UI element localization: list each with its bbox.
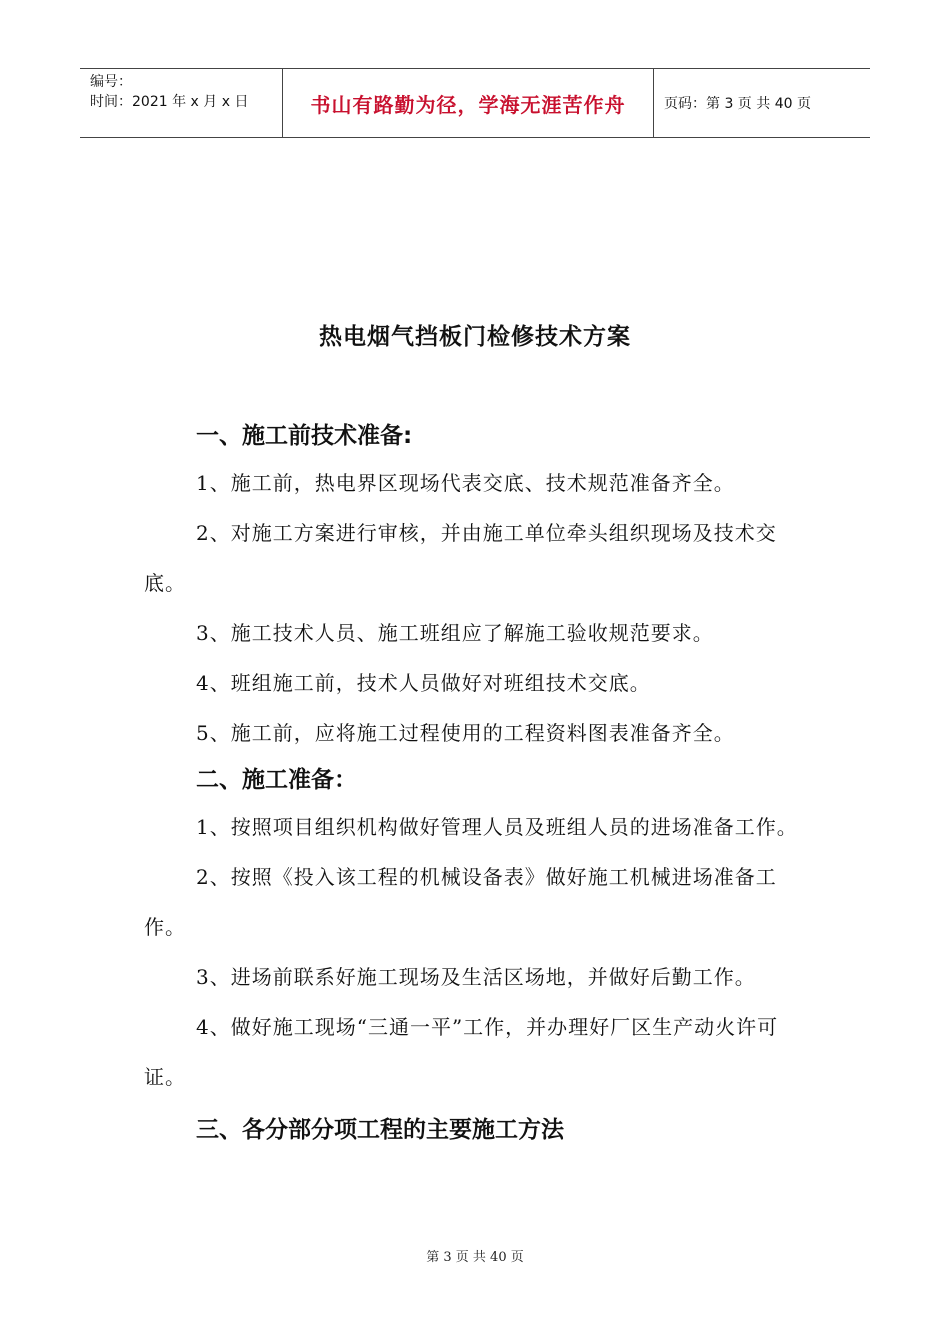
header-motto: 书山有路勤为径，学海无涯苦作舟 (310, 92, 626, 117)
document-title: 热电烟气挡板门检修技术方案 (319, 323, 631, 350)
paragraph: 3、进场前联系好施工现场及生活区场地，并做好后勤工作。 (196, 965, 756, 989)
paragraph: 2、对施工方案进行审核，并由施工单位牵头组织现场及技术交底。 (144, 521, 777, 595)
paragraph: 1、施工前，热电界区现场代表交底、技术规范准备齐全。 (196, 471, 735, 495)
page-footer: 第 3 页 共 40 页 (426, 1250, 524, 1265)
document-date: 时间：2021 年 x 月 x 日 (90, 94, 249, 110)
header-meta (80, 69, 282, 137)
document-body (144, 418, 814, 1148)
paragraph: 5、施工前，应将施工过程使用的工程资料图表准备齐全。 (196, 721, 735, 745)
paragraph: 2、按照《投入该工程的机械设备表》做好施工机械进场准备工作。 (144, 865, 777, 939)
section-heading: 三、各分部分项工程的主要施工方法 (196, 1117, 564, 1143)
section-heading: 一、施工前技术准备: (196, 423, 413, 449)
paragraph: 1、按照项目组织机构做好管理人员及班组人员的进场准备工作。 (196, 815, 798, 839)
document-header (80, 68, 870, 138)
paragraph: 3、施工技术人员、施工班组应了解施工验收规范要求。 (196, 621, 714, 645)
header-page-info-cell (654, 69, 870, 137)
header-motto-cell (282, 69, 654, 137)
section-heading: 二、施工准备： (196, 767, 357, 793)
document-number-label: 编号： (90, 74, 132, 90)
paragraph: 4、班组施工前，技术人员做好对班组技术交底。 (196, 671, 651, 695)
paragraph: 4、做好施工现场“三通一平”工作，并办理好厂区生产动火许可证。 (144, 1015, 779, 1089)
header-page-info: 页码：第 3 页 共 40 页 (664, 96, 811, 112)
